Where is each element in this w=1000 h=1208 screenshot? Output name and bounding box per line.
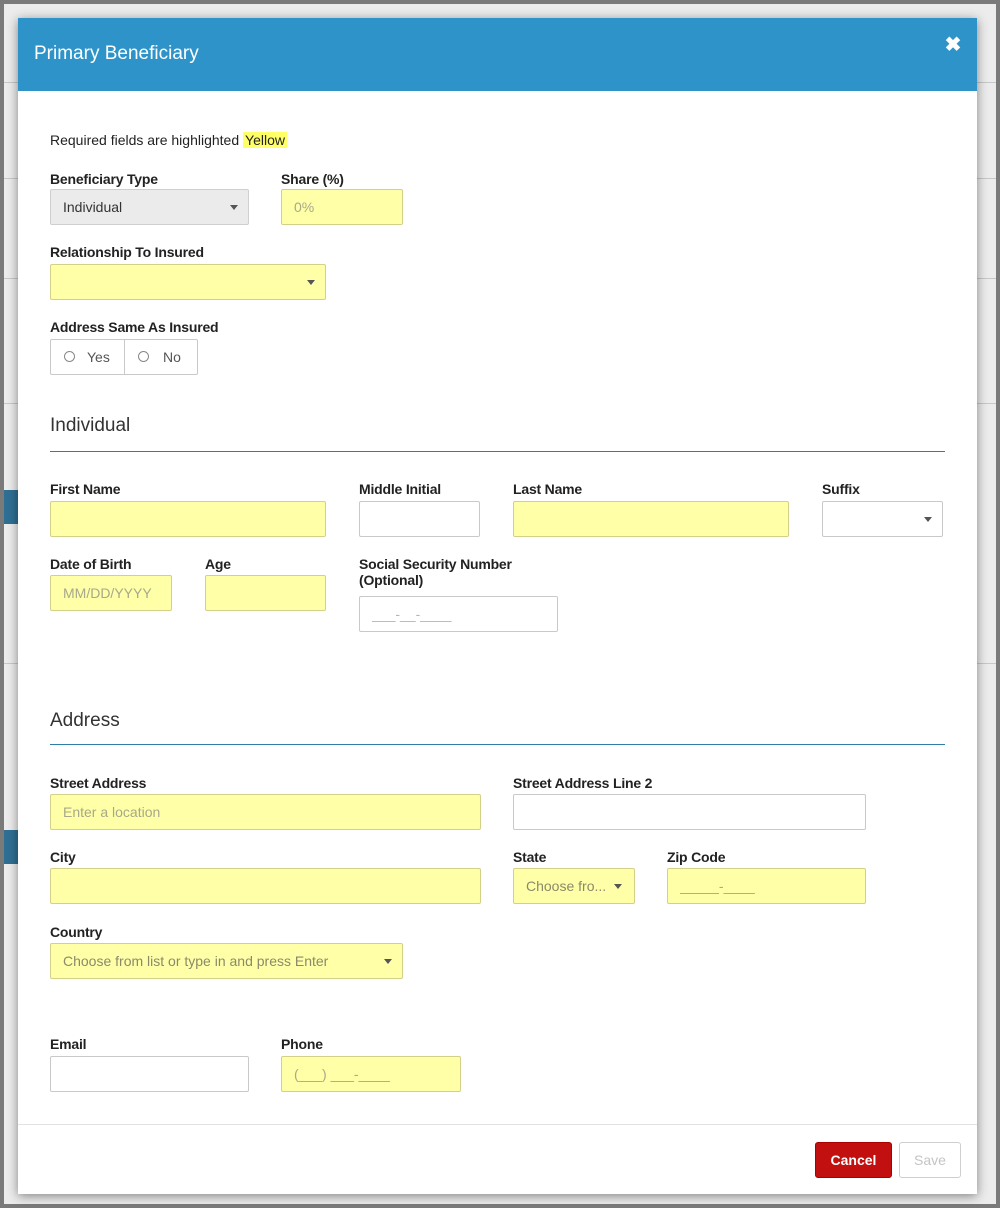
suffix-label: Suffix: [822, 481, 860, 497]
age-label: Age: [205, 556, 231, 572]
dialog-title: Primary Beneficiary: [34, 43, 199, 64]
phone-input[interactable]: [281, 1056, 461, 1092]
zip-code-input[interactable]: [667, 868, 866, 904]
age-input[interactable]: [205, 575, 326, 611]
ssn-label-line1: Social Security Number: [359, 556, 512, 572]
city-input[interactable]: [50, 868, 481, 904]
save-button[interactable]: Save: [899, 1142, 961, 1178]
relationship-label: Relationship To Insured: [50, 244, 204, 260]
address-same-radio-group: [50, 339, 198, 375]
radio-no[interactable]: [138, 351, 149, 362]
street-address-line2-label: Street Address Line 2: [513, 775, 653, 791]
country-select[interactable]: [50, 943, 403, 979]
address-same-no-option[interactable]: [125, 340, 197, 374]
dialog-header: [18, 18, 977, 91]
beneficiary-type-value: Individual: [63, 199, 123, 215]
required-note-highlight: Yellow: [245, 132, 285, 148]
beneficiary-type-label: Beneficiary Type: [50, 171, 158, 187]
address-same-yes-option[interactable]: [51, 340, 124, 374]
city-label: City: [50, 849, 76, 865]
chevron-down-icon: [384, 959, 392, 964]
street-address-line2-input[interactable]: [513, 794, 866, 830]
email-input[interactable]: [50, 1056, 249, 1092]
ssn-label: [359, 556, 512, 588]
dob-label: Date of Birth: [50, 556, 132, 572]
address-same-label: Address Same As Insured: [50, 319, 219, 335]
radio-yes-label: Yes: [87, 349, 110, 365]
address-section-title: Address: [50, 710, 120, 731]
radio-yes[interactable]: [64, 351, 75, 362]
share-input[interactable]: [281, 189, 403, 225]
relationship-select[interactable]: [50, 264, 326, 300]
street-address-input[interactable]: [50, 794, 481, 830]
primary-beneficiary-dialog: [18, 18, 977, 1194]
country-placeholder: Choose from list or type in and press Enter: [63, 953, 329, 969]
individual-section-title: Individual: [50, 415, 131, 436]
ssn-label-line2: (Optional): [359, 572, 424, 588]
state-placeholder: Choose fro...: [526, 878, 607, 894]
required-fields-note: [50, 132, 287, 148]
chevron-down-icon: [230, 205, 238, 210]
beneficiary-type-select[interactable]: [50, 189, 249, 225]
required-note-text: Required fields are highlighted: [50, 132, 244, 148]
ssn-input[interactable]: [359, 596, 558, 632]
chevron-down-icon: [307, 280, 315, 285]
email-label: Email: [50, 1036, 87, 1052]
share-label: Share (%): [281, 171, 344, 187]
radio-no-label: No: [163, 349, 181, 365]
chevron-down-icon: [614, 884, 622, 889]
last-name-input[interactable]: [513, 501, 789, 537]
first-name-label: First Name: [50, 481, 121, 497]
first-name-input[interactable]: [50, 501, 326, 537]
dob-input[interactable]: [50, 575, 172, 611]
close-icon[interactable]: ✖: [944, 34, 962, 56]
suffix-select[interactable]: [822, 501, 943, 537]
middle-initial-label: Middle Initial: [359, 481, 441, 497]
address-section-rule: [50, 744, 945, 745]
middle-initial-input[interactable]: [359, 501, 480, 537]
street-address-label: Street Address: [50, 775, 147, 791]
phone-label: Phone: [281, 1036, 323, 1052]
chevron-down-icon: [924, 517, 932, 522]
state-select[interactable]: [513, 868, 635, 904]
cancel-button[interactable]: Cancel: [815, 1142, 892, 1178]
zip-code-label: Zip Code: [667, 849, 726, 865]
state-label: State: [513, 849, 547, 865]
country-label: Country: [50, 924, 103, 940]
footer-divider: [18, 1124, 977, 1125]
individual-section-rule: [50, 451, 945, 452]
last-name-label: Last Name: [513, 481, 583, 497]
